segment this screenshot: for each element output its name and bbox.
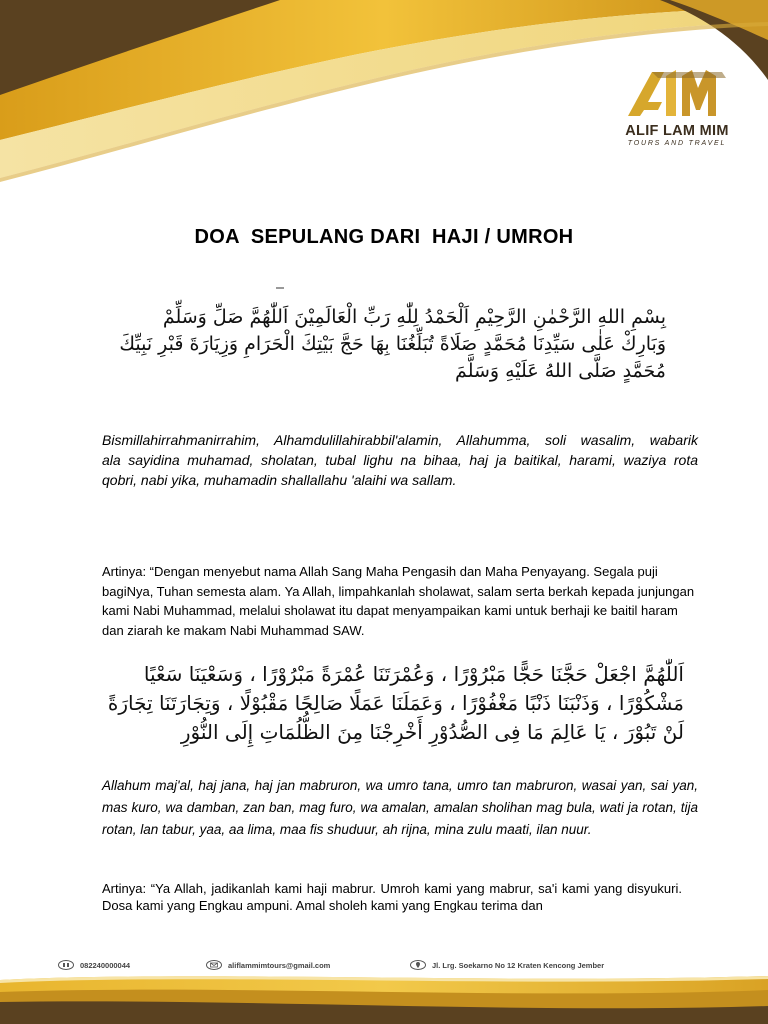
footer-address [410, 959, 604, 971]
arabic-prayer-1: بِسْمِ اللهِ الرَّحْمٰنِ الرَّحِيْمِ اَلْحَمْدُ لِلّٰهِ رَبِّ الْعَالَمِيْنَ اَللّٰهُمَّ صَلِّ وَسَلِّمْ وَبَارِكْ عَلٰى سَيِّدِنَا مُحَمَّدٍ صَلَاةً تُبَلِّغُنَا بِهَا حَجَّ بَيْتِكَ الْحَرَامِ وَزِيَارَةَ قَبْرِ نَبِيِّكَ مُحَمَّدٍ صَلَّى اللهُ عَلَيْهِ وَسَلَّمَ [119, 306, 666, 382]
page-title: DOA SEPULANG DARI HAJI / UMROH [194, 226, 574, 248]
email-icon [206, 960, 222, 970]
email-address: aliflammimtours@gmail.com [228, 960, 331, 970]
translation-2: Artinya: “Ya Allah, jadikanlah kami haji mabrur. Umroh kami yang mabrur, sa'i kami yang disyukuri. Dosa kami yang Engkau ampuni. Amal sholeh kami yang Engkau terima dan [102, 881, 682, 913]
brand-logo [612, 66, 742, 156]
brand-name: ALIF LAM MIM [625, 123, 729, 139]
alif-lam-mim-logo-icon [622, 66, 732, 120]
footer-wave-decoration [0, 940, 768, 1024]
phone-icon [58, 960, 74, 970]
transliteration-1-line: ala sayidina muhamad, sholatan, tubal lighu na bihaa, haj ja baitikal, harami, waziya rota [102, 452, 698, 468]
transliteration-1-line: qobri, nabi yika, muhamadin shallallahu 'alaihi wa sallam. [102, 472, 457, 488]
arabic-prayer-2: اَللّٰهُمَّ اجْعَلْ حَجَّنَا حَجًّا مَبْرُوْرًا ، وَعُمْرَتَنَا عُمْرَةً مَبْرُوْرًا ، وَسَعْيَنَا سَعْيًا مَشْكُوْرًا ، وَذَنْبَنَا ذَنْبًا مَغْفُوْرًا ، وَعَمَلَنَا عَمَلًا صَالِحًا مَقْبُوْلًا ، وَتِجَارَتَنَا تِجَارَةً لَنْ تَبُوْرَ ، يَا عَالِمَ مَا فِى الصُّدُوْرِ أَخْرِجْنَا مِنَ الظُّلُمَاتِ إِلَى النُّوْرِ [107, 662, 684, 744]
transliteration-2: Allahum maj'al, haj jana, haj jan mabruron, wa umro tana, umro tan mabruron, wasai yan, sai yan, mas kuro, wa damban, zan ban, mag furo, wa amalan, amalan sholihan mag bula, wati ja rotan, tija rotan, lan tabur, yaa, aa lima, maa fis shuduur, ah rijna, mina zulu maati, ilan nuur. [102, 778, 698, 837]
street-address: Jl. Lrg. Soekarno No 12 Kraten Kencong Jember [432, 960, 605, 970]
location-pin-icon [410, 960, 426, 970]
brand-tagline: TOURS AND TRAVEL [627, 140, 727, 147]
footer-phone [58, 959, 130, 971]
translation-1: Artinya: “Dengan menyebut nama Allah Sang Maha Pengasih dan Maha Penyayang. Segala puji bagiNya, Tuhan semesta alam. Ya Allah, limpahkanlah sholawat, salam serta berkah kepada junjungan kami Nabi Muhammad, melalui sholawat itu dapat menyampaikan kami untuk berhaji ke baitil haram dan ziarah ke makam Nabi Muhammad SAW. [102, 564, 695, 638]
footer-email [206, 959, 330, 971]
transliteration-1 [102, 430, 698, 490]
transliteration-1-line: Bismillahirrahmanirrahim, Alhamdulillahirabbil'alamin, Allahumma, soli wasalim, wabarik [102, 432, 698, 448]
phone-number: 082240000044 [80, 960, 131, 970]
divider-mark [276, 287, 284, 289]
